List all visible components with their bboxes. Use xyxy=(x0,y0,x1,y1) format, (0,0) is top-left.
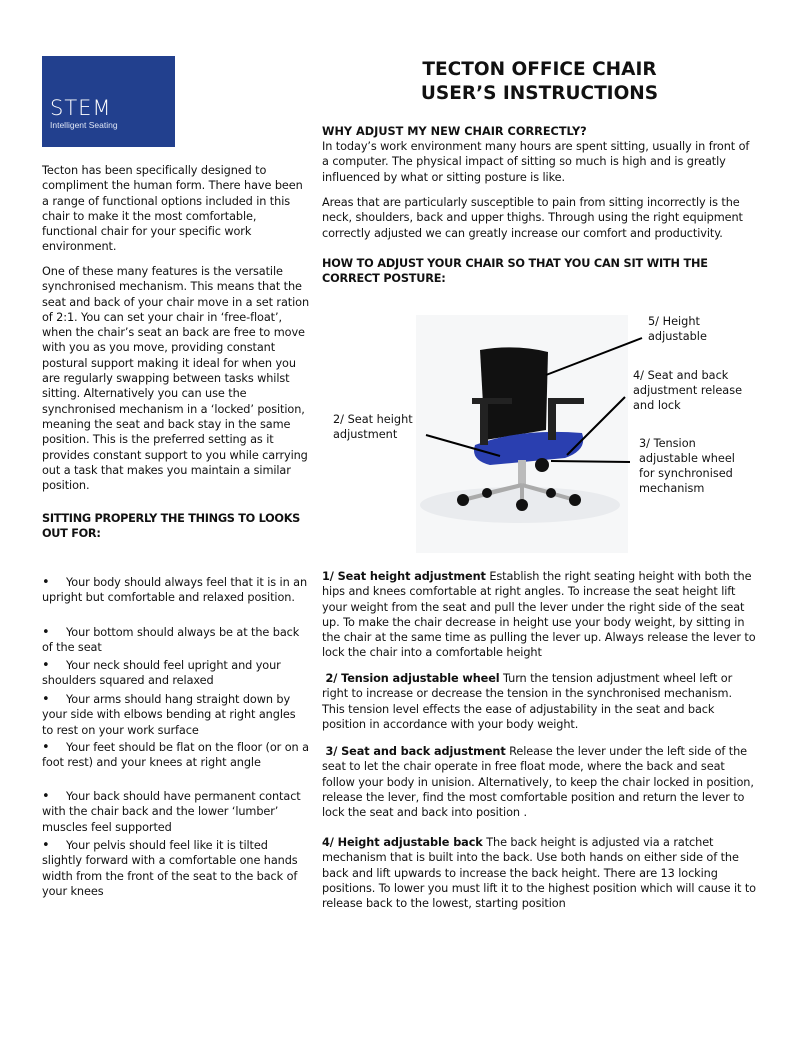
step-2: 2/ Tension adjustable wheel Turn the tension adjustment wheel left or right to increase or decrease the tension in the synchronised mechanism. This tension level effects the ease of adjustability in the seat and back position in accordance with your body weight. xyxy=(322,672,733,731)
why-heading: WHY ADJUST MY NEW CHAIR CORRECTLY? xyxy=(322,125,587,138)
stem-logo xyxy=(42,56,175,147)
step-4: 4/ Height adjustable back The back height is adjusted via a ratchet mechanism that is built into the back. Use both hands on either side of the back and lift upwards to increase the back height. There are 13 locking positions. To lower you must lift it to the highest position which will cause it to release back to the lowest, starting position xyxy=(322,836,756,911)
bullet-item: • Your neck should feel upright and your shoulders squared and relaxed xyxy=(42,658,281,688)
leader-line-3 xyxy=(551,461,630,462)
chair-back xyxy=(480,347,548,440)
bullet-item: • Your bottom should always be at the back of the seat xyxy=(42,625,300,655)
why-paragraph-1: In today’s work environment many hours are spent sitting, usually in front of a computer. The physical impact of sitting so much is high and is greatly influenced by what or sitting posture is like. xyxy=(322,140,750,184)
why-paragraph-2: Areas that are particularly susceptible to pain from sitting incorrectly is the neck, shoulders, back and upper thighs. Through using the right equipment correctly adjusted we can greatly increase our comfort and productivity. xyxy=(322,196,743,240)
label-seat-height: 2/ Seat height adjustment xyxy=(333,413,413,441)
step-3: 3/ Seat and back adjustment Release the lever under the left side of the seat to let the chair operate in free float mode, where the back and seat follow your body in unision. Alternatively, to keep the chair locked in position, release the lever, find the most comfortable position and return the lever to lock the seat and back into position . xyxy=(322,745,754,820)
logo-tagline: Intelligent Seating xyxy=(50,120,118,130)
bullet-item: • Your arms should hang straight down by your side with elbows bending at right angles to rest on your work surface xyxy=(42,692,296,737)
mechanism-paragraph: One of these many features is the versatile synchronised mechanism. This means that the seat and back of your chair move in a set ration of 2:1. You can set your chair in ‘free-float’, when the chair’s seat an back are free to move with you as you move, providing constant postural support making it ideal for when you are regularly swapping between tasks whilst sitting. Alternatively you can use the synchronised mechanism in a ‘locked’ position, meaning the seat and back stay in the same position. This is the preferred setting as it provides constant support to you while carrying out a task that makes you maintain a similar position. xyxy=(42,265,310,493)
bullet-item: • Your feet should be flat on the floor (or on a foot rest) and your knees at right angle xyxy=(42,740,309,770)
intro-paragraph: Tecton has been specifically designed to compliment the human form. There have been a range of functional options included in this chair to make it the most comfortable, functional chair for your specific work environment. xyxy=(42,164,303,254)
logo-wordmark: STEM xyxy=(50,96,112,120)
sitting-heading: SITTING PROPERLY THE THINGS TO LOOKS OUT FOR: xyxy=(42,512,301,540)
page-title: TECTON OFFICE CHAIR USER’S INSTRUCTIONS xyxy=(420,59,659,104)
how-heading: HOW TO ADJUST YOUR CHAIR SO THAT YOU CAN SIT WITH THE CORRECT POSTURE: xyxy=(322,257,708,285)
bullet-item: • Your body should always feel that it is in an upright but comfortable and relaxed position. xyxy=(42,575,308,605)
step-1: 1/ Seat height adjustment Establish the right seating height with both the hips and knees comfortable at right angles. To increase the seat height lift your weight from the seat and pull the lever under the right side of the seat up. To make the chair decrease in height use your body weight, by sitting in the chair at the same time as pulling the lever up. Always release the lever to lock the chair into a comfortable height xyxy=(322,570,756,660)
bullet-item: • Your pelvis should feel like it is tilted slightly forward with a comfortable one hands width from the front of the seat to the back of your knees xyxy=(42,838,298,898)
label-tension-wheel: 3/ Tension adjustable wheel for synchronised mechanism xyxy=(639,437,735,495)
label-seat-back-release: 4/ Seat and back adjustment release and lock xyxy=(633,369,743,412)
bullet-item: • Your back should have permanent contact with the chair back and the lower ‘lumber’ muscles feel supported xyxy=(42,789,301,834)
label-height-adjustable: 5/ Height adjustable xyxy=(648,315,707,343)
